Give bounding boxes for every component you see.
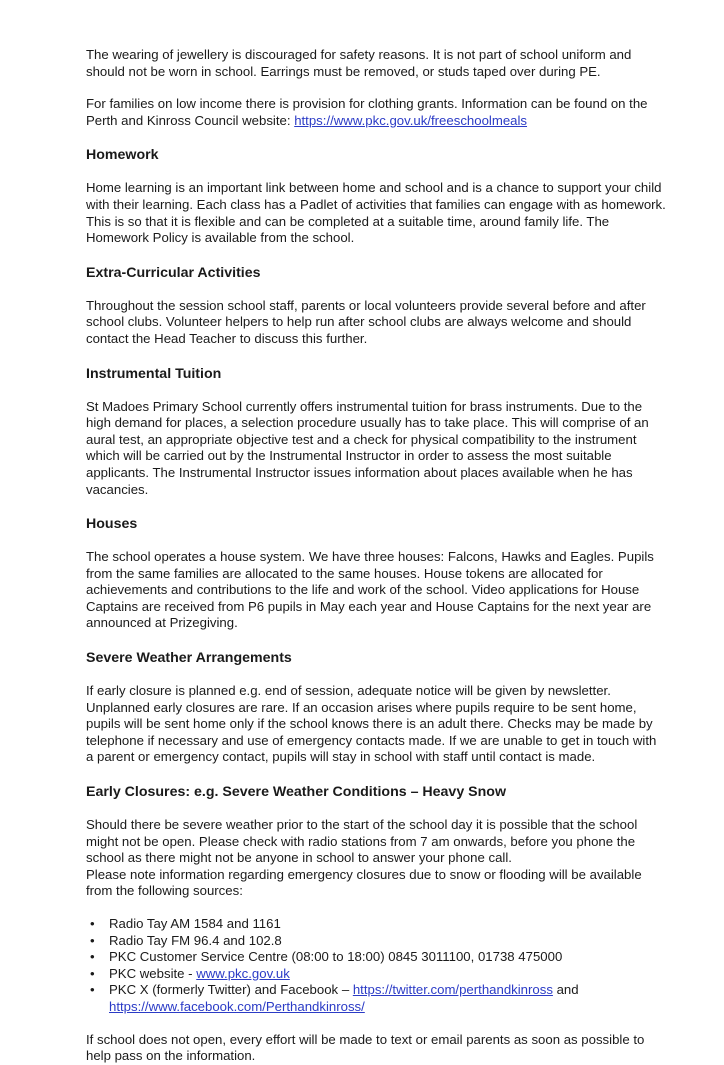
bullet-icon: •: [90, 982, 95, 998]
instrumental-tuition-paragraph: St Madoes Primary School currently offers instrumental tuition for brass instruments. Due to the high demand for places, a selection procedure usually has to take place. This will comprise of an aural test, an appropriate objective test and a check for physical compatibility to the instrument which will be carried out by the Instrumental Instructor in order to assess the most suitable applicants. The Instrumental Instructor issues information about places available when he has vacancies.: [86, 398, 649, 497]
bullet-icon: •: [90, 965, 95, 981]
source-text: Radio Tay AM 1584 and 1161: [109, 916, 281, 931]
clothing-grants-paragraph: [86, 96, 666, 129]
homework-heading: Homework: [86, 147, 159, 164]
source-text: PKC X (formerly Twitter) and Facebook –: [109, 982, 353, 998]
closure-sources-list: [86, 916, 666, 1016]
early-closures-heading: Early Closures: e.g. Severe Weather Conditions – Heavy Snow: [86, 784, 506, 801]
extra-curricular-paragraph: Throughout the session school staff, parents or local volunteers provide several before and after school clubs. Volunteer helpers to help run after school clubs are always welcome and should contact the Head Teacher to discuss this further.: [86, 297, 646, 346]
bullet-icon: •: [90, 916, 95, 931]
facebook-link[interactable]: https://www.facebook.com/Perthandkinross/: [109, 998, 365, 1014]
list-item: [86, 933, 666, 950]
extra-curricular-heading: Extra-Curricular Activities: [86, 264, 261, 281]
houses-paragraph: The school operates a house system. We have three houses: Falcons, Hawks and Eagles. Pupils from the same families are allocated to the same houses. House tokens are allocated for achievements and contributions to the life and work of the school. Video applications for House Captains are received from P6 pupils in May each year and House Captains for the next year are announced at Prizegiving.: [86, 549, 654, 631]
list-item: [86, 949, 666, 966]
source-text: PKC Customer Service Centre (08:00 to 18:00) 0845 3011100, 01738 475000: [109, 949, 563, 965]
instrumental-tuition-heading: Instrumental Tuition: [86, 365, 222, 382]
source-text: Radio Tay FM 96.4 and 102.8: [109, 932, 282, 948]
homework-paragraph: Home learning is an important link between home and school and is a chance to support your child with their learning. Each class has a Padlet of activities that families can engage with as homework. This is so that it is flexible and can be completed at a suitable time, around family life. The Homework Policy is available from the school.: [86, 180, 666, 246]
jewellery-paragraph: The wearing of jewellery is discouraged for safety reasons. It is not part of school uniform and should not be worn in school. Earrings must be removed, or studs taped over during PE.: [86, 47, 632, 79]
bullet-icon: •: [90, 932, 95, 948]
list-item: [86, 916, 666, 933]
pkc-website-link[interactable]: www.pkc.gov.uk: [196, 965, 290, 981]
early-closures-paragraph-2: Please note information regarding emergency closures due to snow or flooding will be available from the following sources:: [86, 866, 642, 899]
source-connector-text: and: [552, 982, 579, 998]
list-item: [86, 966, 666, 983]
closing-paragraph: If school does not open, every effort will be made to text or email parents as soon as possible to help pass on the information.: [86, 1031, 645, 1064]
clothing-grants-text: For families on low income there is provision for clothing grants. Information can be found on the Perth and Kinross Council website:: [86, 96, 648, 128]
list-item: [86, 982, 666, 1015]
document-page: [86, 47, 666, 1065]
free-school-meals-link[interactable]: https://www.pkc.gov.uk/freeschoolmeals: [294, 112, 528, 128]
houses-heading: Houses: [86, 516, 138, 533]
bullet-icon: •: [90, 949, 95, 965]
severe-weather-paragraph: If early closure is planned e.g. end of session, adequate notice will be given by newsletter. Unplanned early closures are rare. If an occasion arises where pupils require to be sent home, pupils will be sent home only if the school knows there is an adult there. Checks may be made by telephone if necessary and use of emergency contacts made. If we are unable to get in touch with a parent or emergency contact, pupils will stay in school with staff until contact is made.: [86, 683, 657, 765]
severe-weather-heading: Severe Weather Arrangements: [86, 650, 292, 667]
twitter-link[interactable]: https://twitter.com/perthandkinross: [352, 982, 553, 998]
early-closures-paragraph-1: Should there be severe weather prior to the start of the school day it is possible that the school might not be open. Please check with radio stations from 7 am onwards, before you phone the school as there might not be anyone in school to answer your phone call.: [86, 817, 638, 866]
source-text: PKC website -: [109, 965, 197, 981]
